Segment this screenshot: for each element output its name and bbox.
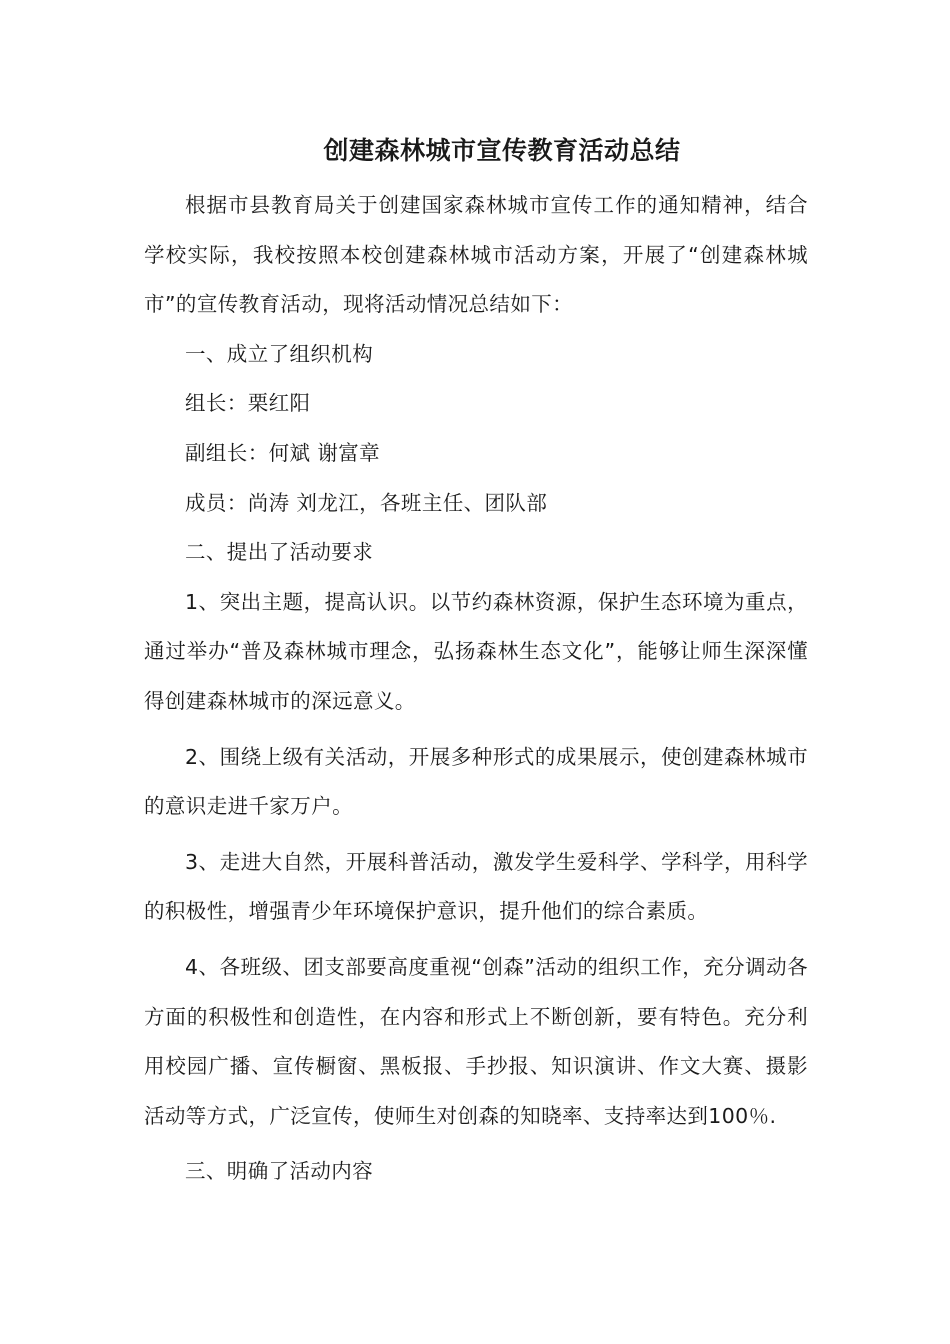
deputy-leader-line: 副组长：何斌 谢富章 bbox=[185, 440, 381, 465]
requirement-item-3: 3、走进大自然，开展科普活动，激发学生爱科学、学科学，用科学的积极性，增强青少年环境保护意识，提升他们的综合素质。 bbox=[144, 849, 808, 924]
section-heading-content: 三、明确了活动内容 bbox=[185, 1159, 374, 1184]
requirement-item-2: 2、围绕上级有关活动，开展多种形式的成果展示，使创建森林城市的意识走进千家万户。 bbox=[144, 744, 808, 819]
requirement-item-4: 4、各班级、团支部要高度重视“创森”活动的组织工作，充分调动各方面的积极性和创造性，在内容和形式上不断创新，要有特色。充分利用校园广播、宣传橱窗、黑板报、手抄报、知识演讲、作文大赛、摄影活动等方式，广泛宣传，使师生对创森的知晓率、支持率达到100％. bbox=[144, 954, 808, 1128]
intro-paragraph: 根据市县教育局关于创建国家森林城市宣传工作的通知精神，结合学校实际，我校按照本校创建森林城市活动方案，开展了“创建森林城市”的宣传教育活动，现将活动情况总结如下： bbox=[144, 193, 808, 317]
members-line: 成员：尚涛 刘龙江，各班主任、团队部 bbox=[185, 490, 548, 515]
section-heading-organization: 一、成立了组织机构 bbox=[185, 341, 374, 366]
requirement-item-1: 1、突出主题，提高认识。以节约森林资源，保护生态环境为重点，通过举办“普及森林城市理念，弘扬森林生态文化”，能够让师生深深懂得创建森林城市的深远意义。 bbox=[144, 589, 808, 713]
document-body bbox=[144, 181, 808, 1197]
section-heading-requirements: 二、提出了活动要求 bbox=[185, 540, 374, 565]
team-leader-line: 组长：栗红阳 bbox=[185, 391, 311, 416]
document-title: 创建森林城市宣传教育活动总结 bbox=[323, 136, 681, 165]
